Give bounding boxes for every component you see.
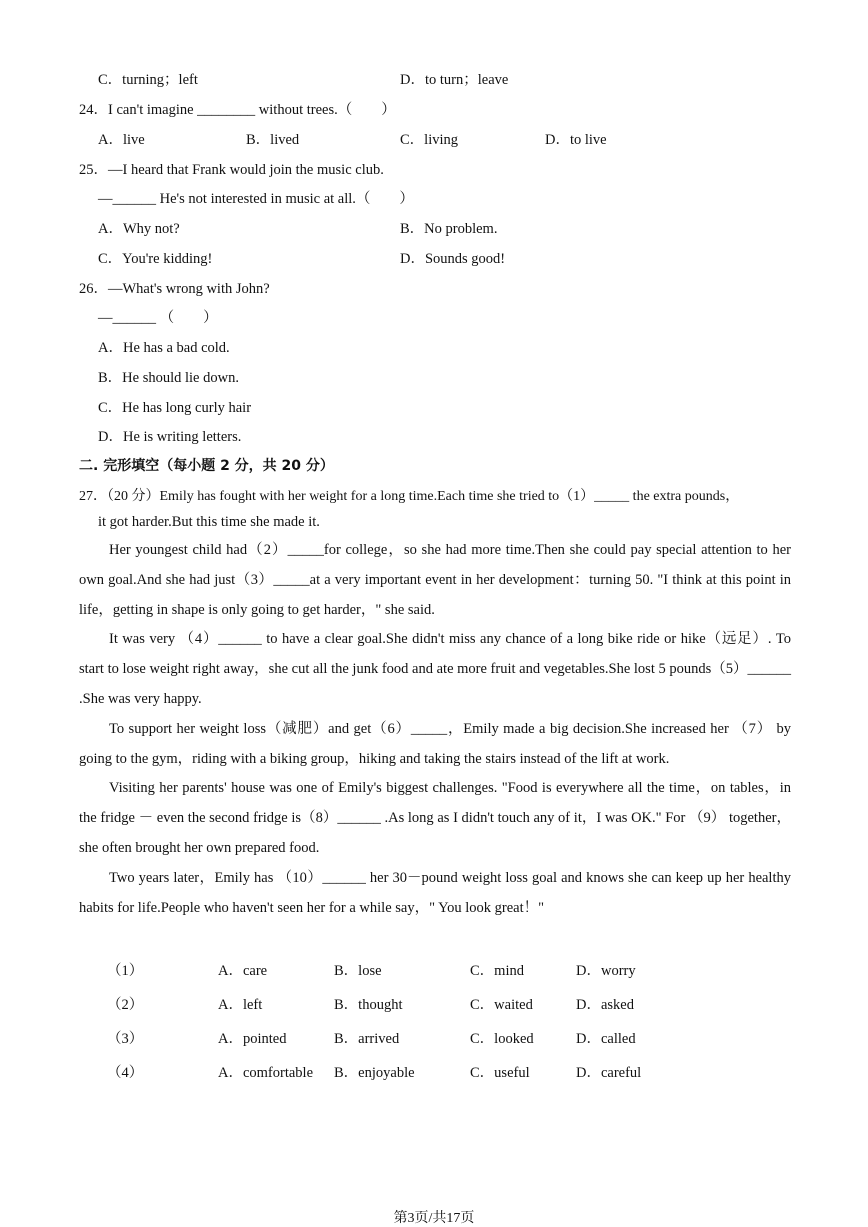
q24-stem: 24．I can't imagine ________ without trees.（ ） bbox=[79, 102, 396, 118]
answer-option-c: C．useful bbox=[470, 1065, 530, 1081]
q26-option-a: A．He has a bad cold. bbox=[98, 340, 230, 356]
q26-option-d: D．He is writing letters. bbox=[98, 429, 242, 445]
q24-option-d: D．to live bbox=[545, 132, 607, 148]
answer-option-c: C．looked bbox=[470, 1031, 534, 1047]
answer-option-a: A．care bbox=[218, 963, 268, 979]
answer-option-d: D．called bbox=[576, 1031, 636, 1047]
answer-option-c: C．waited bbox=[470, 997, 533, 1013]
answer-number: （2） bbox=[107, 997, 144, 1013]
passage-paragraph-3: It was very （4）______ to have a clear goal.She didn't miss any chance of a long bike ride or hike（远足）. To start to lose weight right away，she cut all the junk food and ate more fruit and vegetables.She lost 5 pounds（5）______ .She was very happy. bbox=[79, 631, 791, 707]
answer-option-d: D．careful bbox=[576, 1065, 642, 1081]
q24-option-a: A．live bbox=[98, 132, 145, 148]
q25-stem: 25．—I heard that Frank would join the music club. bbox=[79, 162, 384, 178]
q26-stem-2: —______ （ ） bbox=[98, 310, 218, 326]
q25-option-c: C．You're kidding! bbox=[98, 251, 213, 267]
q24-option-c: C．living bbox=[400, 132, 459, 148]
answer-option-b: B．thought bbox=[334, 997, 403, 1013]
passage-paragraph-4: To support her weight loss（减肥）and get（6）_____，Emily made a big decision.She increased her （7） by going to the gym，riding with a biking group，hiking and taking the stairs instead of the lift at work. bbox=[79, 721, 791, 767]
q25-option-a: A．Why not? bbox=[98, 221, 180, 237]
section-title: 二. 完形填空（每小题 2 分，共 20 分） bbox=[79, 458, 334, 474]
answer-number: （3） bbox=[107, 1031, 144, 1047]
page-number: 第3页/共17页 bbox=[393, 1211, 475, 1226]
answer-number: （1） bbox=[107, 963, 144, 979]
q25-option-b: B．No problem. bbox=[400, 221, 498, 237]
answer-option-b: B．arrived bbox=[334, 1031, 400, 1047]
passage-line-1: 27．（20 分）Emily has fought with her weight for a long time.Each time she tried to（1）_____ the extra pounds， bbox=[79, 489, 740, 504]
q26-option-b: B．He should lie down. bbox=[98, 370, 239, 386]
q23-option-d: D．to turn；leave bbox=[400, 72, 509, 88]
answer-option-b: B．enjoyable bbox=[334, 1065, 415, 1081]
passage-paragraph-2: Her youngest child had（2）_____for college，so she had more time.Then she could pay special attention to her own goal.And she had just（3）_____at a very important event in her development：turning 50. "I think at this point in life，getting in shape is only going to get harder，" she said. bbox=[79, 542, 791, 618]
q25-option-d: D．Sounds good! bbox=[400, 251, 506, 267]
passage-paragraph-5: Visiting her parents' house was one of Emily's biggest challenges. "Food is everywhere all the time，on tables，in the fridge － even the second fridge is（8）______ .As long as I didn't touch any of it，I was OK." For （9） together，she often brought her own prepared food. bbox=[79, 780, 791, 856]
answer-option-a: A．comfortable bbox=[218, 1065, 314, 1081]
passage-paragraph-6: Two years later，Emily has （10）______ her 30－pound weight loss goal and knows she can keep up her healthy habits for life.People who haven't seen her for a while say，" You look great！" bbox=[79, 870, 791, 916]
q23-option-c: C．turning；left bbox=[98, 72, 198, 88]
answer-option-a: A．left bbox=[218, 997, 263, 1013]
q26-option-c: C．He has long curly hair bbox=[98, 400, 252, 416]
answer-option-a: A．pointed bbox=[218, 1031, 287, 1047]
answer-option-d: D．worry bbox=[576, 963, 636, 979]
answer-option-b: B．lose bbox=[334, 963, 382, 979]
q25-stem-2: —______ He's not interested in music at all.（ ） bbox=[98, 191, 414, 207]
answer-number: （4） bbox=[107, 1065, 144, 1081]
answer-option-d: D．asked bbox=[576, 997, 634, 1013]
answer-option-c: C．mind bbox=[470, 963, 524, 979]
q26-stem: 26．—What's wrong with John? bbox=[79, 281, 270, 297]
q24-option-b: B．lived bbox=[246, 132, 300, 148]
passage-line-2: it got harder.But this time she made it. bbox=[98, 514, 320, 530]
